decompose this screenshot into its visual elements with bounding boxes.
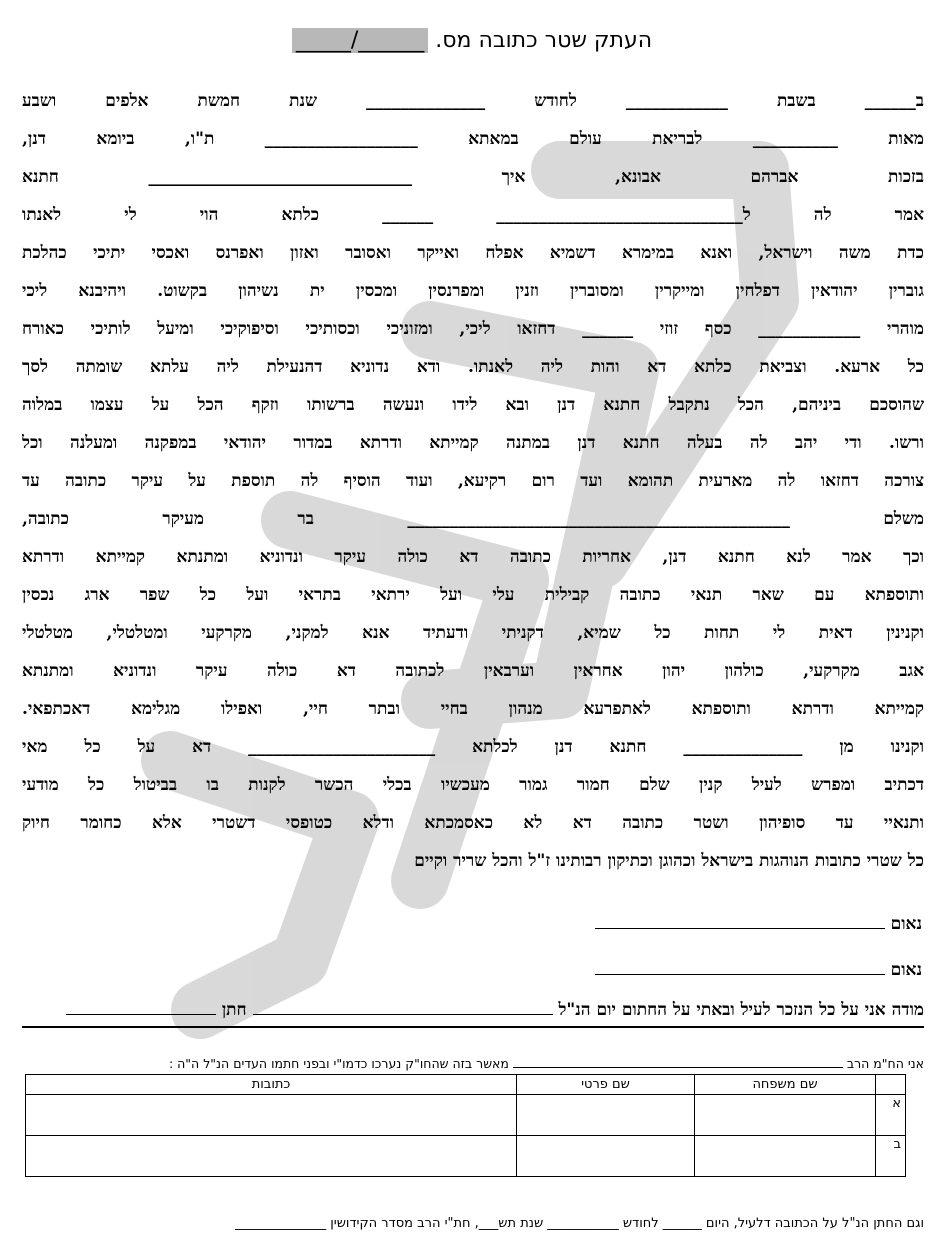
row-index: ב <box>876 1136 906 1177</box>
address-cell[interactable] <box>26 1095 517 1136</box>
ketubah-line: גוברין יהודאין דפלחין ומייקרין ומסוברין וזנין ומפרנסין ומכסין ית נשיהון בקשוט. ויהיבנא ליכי <box>22 281 924 301</box>
family-name-cell[interactable] <box>695 1136 876 1177</box>
header-first-name: שם פרטי <box>517 1075 695 1095</box>
ketubah-line: ותנאיי עד סופיהון ושטר כתובה דא לא כאסמכתא ודלא כטופסי דשטרי אלא כחומר חיוק <box>22 813 924 833</box>
ketubah-line: וקנינו מן ______________ חתנא דנן לכלתא ______________________ דא על כל מאי <box>22 737 924 757</box>
witness-signature-blank-1[interactable] <box>595 914 885 929</box>
ketubah-line: אגב מקרקעי, כולהון יהון אחראין וערבאין לכתובה דא כולה עיקר ונדוניא ומתנתא <box>22 661 924 681</box>
address-cell[interactable] <box>26 1136 517 1177</box>
witness-label-2: נאום <box>890 960 922 980</box>
ketubah-line: מאות __________ לבריאת עולם במאתא __________________ ת"ו, ביומא דנן, <box>22 129 924 149</box>
ketubah-line: קמייתא ודרתא ותוספתא לאתפרעא מנהון בחיי ובתר חיי, ואפילו מגלימא דאכתפאי. <box>22 699 924 719</box>
family-name-cell[interactable] <box>695 1095 876 1136</box>
ketubah-line: מוהרי ____________ כסף זוזי ______ דחזאו ליכי, ומזוניכי וכסותיכי וסיפוקיכי ומיעל לותיכי כאורח <box>22 319 924 339</box>
groom-signature-blank[interactable] <box>66 1000 216 1015</box>
groom-confirmation-text: מודה אני על כל הנזכר לעיל ובאתי על החתום יום הנ"ל <box>558 1000 924 1020</box>
first-name-cell[interactable] <box>517 1136 695 1177</box>
ketubah-line: וקנינין דאית לי תחות כל שמיא, דקניתי ודעתיד אנא למקני, מקרקעי ומטלטלי, מטלטלי <box>22 623 924 643</box>
rabbi-name-blank[interactable] <box>513 1057 843 1068</box>
rabbi-statement <box>22 1056 924 1071</box>
rabbi-statement-end: מאשר בזה שהחו"ק נערכו כדמו"י ובפני חתמו העדים הנ"ל ה"ה : <box>168 1056 509 1071</box>
footer-statement: וגם החתן הנ"ל על הכתובה דלעיל, היום ______ לחודש ___________ שנת תש___, חת"י הרב מסדר הקידושין ______________ <box>235 1216 924 1231</box>
ketubah-line: משלם _____________________________________________ בר מעיקר כתובה, <box>22 509 924 529</box>
groom-confirmation <box>22 1000 924 1028</box>
header-family-name: שם משפחה <box>695 1075 876 1095</box>
ketubah-line: ב______ בשבת ____________ לחודש ______________ שנת חמשת אלפים ושבע <box>22 91 924 111</box>
ketubah-line: שהוסכם ביניהם, הכל נתקבל חתנא דנן ובא לידו ונעשה ברשותו וזקף הכל על עצמו במלוה <box>22 395 924 415</box>
header-index <box>876 1075 906 1095</box>
ketubah-line: דכתיב ומפרש לעיל קנין שלם חמור גמור מעכשיו בכלי הכשר לקנות בו בביטול כל מודעי <box>22 775 924 795</box>
ketubah-line: כדת משה וישראל, ואנא במימרא דשמיא אפלח ואייקר ואסובר ואזון ואפרנס ואכסי יתיכי כהלכת <box>22 243 924 263</box>
ketubah-line: ותוספתא עם שאר תנאי כתובה קבילית עלי ועל ירתאי בתראי ועל כל שפר ארג נכסין <box>22 585 924 605</box>
table-row <box>26 1095 906 1136</box>
witness-table <box>25 1074 906 1177</box>
ketubah-line: וכך אמר לנא חתנא דנן, אחריות כתובה דא כולה עיקר ונדוניא ומתנתא קמייתא ודרתא <box>22 547 924 567</box>
ketubah-line: אמר לה ל_____________________________ ______ כלתא הוי לי לאנתו <box>22 205 924 225</box>
row-index: א <box>876 1095 906 1136</box>
table-row <box>26 1136 906 1177</box>
witness-label-1: נאום <box>890 914 922 934</box>
witness-signature-line-1[interactable] <box>595 914 922 934</box>
document-number-field[interactable]: _____/______ <box>292 28 428 53</box>
rabbi-statement-start: אני הח"מ הרב <box>846 1056 924 1071</box>
witness-signature-blank-2[interactable] <box>595 960 885 975</box>
title-text: העתק שטר כתובה מס. <box>435 28 653 53</box>
ketubah-line: כל ארעא. וצביאת כלתא דא והות ליה לאנתו. ודא נדוניא דהנעילת ליה עלתא שומתה לסך <box>22 357 924 377</box>
groom-label: חתן <box>221 1000 247 1020</box>
header-address: כתובות <box>26 1075 517 1095</box>
ketubah-line: כל שטרי כתובות הנוהגות בישראל וכהוגן וכתיקון רבותינו ז"ל והכל שריר וקיים <box>414 851 924 871</box>
ketubah-text <box>22 82 924 880</box>
ketubah-line: ורשו. ודי יהב לה בעלה חתנא דנן במתנה קמייתא ודרתא במדור יהודאי במפקנה ומעלנה וכל <box>22 433 924 453</box>
witness-table-header <box>26 1075 906 1095</box>
ketubah-line: צורכה דחזאו לה מארעית תהומא ועד רום רקיעא, ועוד הוסיף לה תוספת על עיקר כתובה עד <box>22 471 924 491</box>
witness-signature-line-2[interactable] <box>595 960 922 980</box>
groom-confirmation-blank[interactable] <box>253 1000 553 1015</box>
first-name-cell[interactable] <box>517 1095 695 1136</box>
document-title <box>0 28 944 53</box>
ketubah-line: בזכות אברהם אבונא, איך _______________________________ חתנא <box>22 167 924 187</box>
